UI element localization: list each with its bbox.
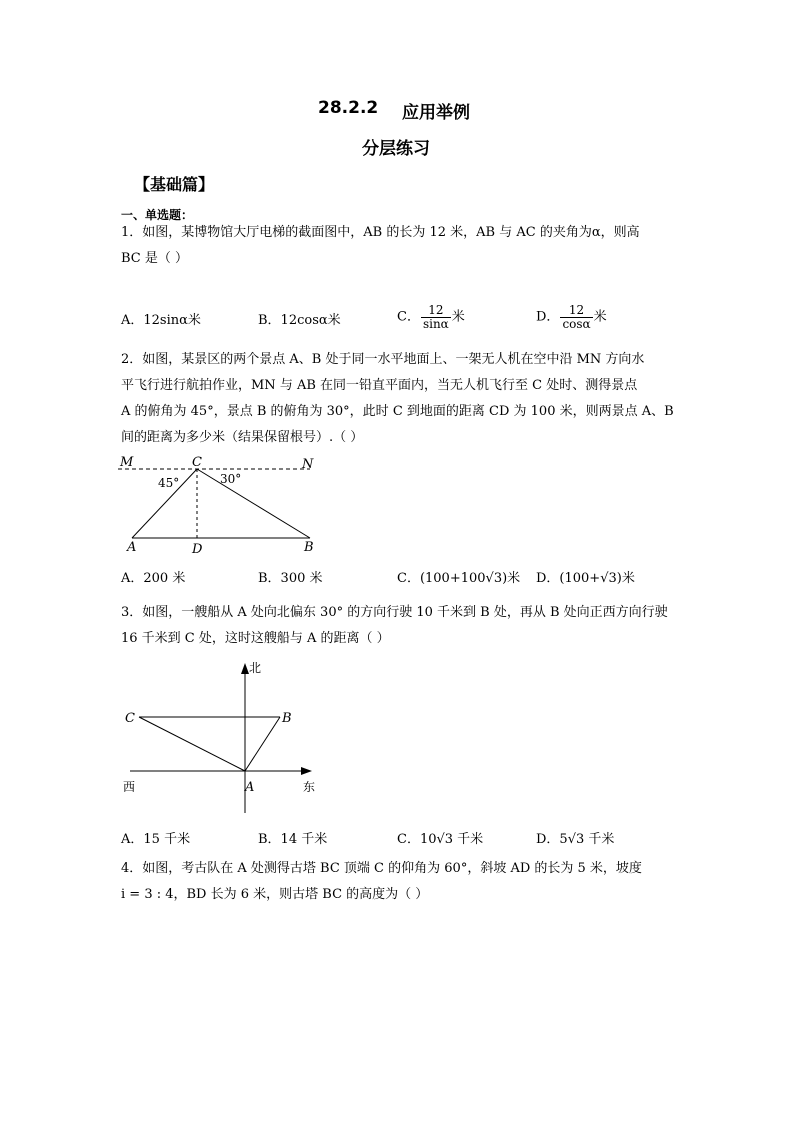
q1-option-d-label: D． <box>536 309 560 325</box>
level-heading: 【基础篇】 <box>134 175 215 194</box>
q1-option-c-label: C． <box>397 309 420 325</box>
q1-option-c-numerator: 12 <box>421 304 451 318</box>
q2-option-d: D．(100+√3)米 <box>536 571 635 586</box>
q2-line-4: 间的距离为多少米（结果保留根号）.（ ） <box>121 430 364 445</box>
q1-option-a: A．12sinα米 <box>121 313 201 328</box>
q3-line-ba <box>245 717 280 771</box>
q1-option-d-numerator: 12 <box>560 304 592 318</box>
q3-label-b: B <box>282 711 292 726</box>
q3-line-2: 16 千米到 C 处，这时这艘船与 A 的距离（ ） <box>121 631 390 646</box>
q1-option-d-unit: 米 <box>593 309 607 325</box>
part-heading: 一、单选题： <box>121 208 194 222</box>
q1-line-2: BC 是（ ） <box>121 251 189 266</box>
q1-option-c-unit: 米 <box>451 309 465 325</box>
q3-option-a: A．15 千米 <box>121 832 191 847</box>
q2-label-n: N <box>302 457 314 472</box>
q2-line-3: A 的俯角为 45°，景点 B 的俯角为 30°，此时 C 到地面的距离 CD 为 100 米，则两景点 A、B <box>121 404 674 419</box>
q4-line-1: 4．如图，考古队在 A 处测得古塔 BC 顶端 C 的仰角为 60°，斜坡 AD 的长为 5 米，坡度 <box>121 861 642 876</box>
q1-option-d <box>536 304 607 331</box>
q2-label-m: M <box>120 455 134 470</box>
q1-option-b: B．12cosα米 <box>258 313 341 328</box>
q3-label-c: C <box>125 711 135 726</box>
q3-figure <box>115 655 325 820</box>
q2-figure <box>110 452 330 562</box>
q3-north-arrow-icon <box>241 663 249 674</box>
q2-line-cb <box>197 469 310 538</box>
q1-option-d-fraction <box>560 304 592 331</box>
q2-line-2: 平飞行进行航拍作业，MN 与 AB 在同一铅直平面内，当无人机飞行至 C 处时、测得景点 <box>121 378 638 393</box>
q3-label-west: 西 <box>123 780 136 794</box>
q3-line-ca <box>139 717 245 771</box>
q1-line-1: 1．如图，某博物馆大厅电梯的截面图中，AB 的长为 12 米，AB 与 AC 的夹角为α，则高 <box>121 225 640 240</box>
q1-option-c-denominator: sinα <box>422 317 449 331</box>
q2-option-a: A．200 米 <box>121 571 186 586</box>
section-number: 28.2.2 <box>318 98 379 118</box>
q1-option-d-denominator: cosα <box>562 317 591 331</box>
q2-line-1: 2．如图，某景区的两个景点 A、B 处于同一水平地面上、一架无人机在空中沿 MN 方向水 <box>121 352 645 367</box>
q4-line-2: i = 3 : 4，BD 长为 6 米，则古塔 BC 的高度为（ ） <box>121 887 429 902</box>
page-title: 应用举例 <box>402 103 470 123</box>
q3-label-east: 东 <box>303 780 316 794</box>
q2-label-b: B <box>304 540 314 555</box>
q2-angle-30: 30° <box>220 472 242 486</box>
q1-option-c <box>397 304 465 331</box>
q2-label-c: C <box>192 455 202 470</box>
q2-option-b: B．300 米 <box>258 571 323 586</box>
q3-option-b: B．14 千米 <box>258 832 328 847</box>
q3-label-north: 北 <box>249 661 262 675</box>
q2-option-c: C．(100+100√3)米 <box>397 571 521 586</box>
q2-angle-45: 45° <box>158 476 180 490</box>
page-subtitle: 分层练习 <box>362 139 430 159</box>
q3-label-a: A <box>245 780 255 795</box>
q1-option-c-fraction <box>421 304 451 331</box>
q3-line-1: 3．如图，一艘船从 A 处向北偏东 30° 的方向行驶 10 千米到 B 处，再从 B 处向正西方向行驶 <box>121 605 668 620</box>
q3-east-arrow-icon <box>301 767 312 775</box>
q2-label-d: D <box>192 542 203 557</box>
q3-option-c: C．10√3 千米 <box>397 832 484 847</box>
q3-option-d: D．5√3 千米 <box>536 832 615 847</box>
q2-label-a: A <box>127 540 137 555</box>
